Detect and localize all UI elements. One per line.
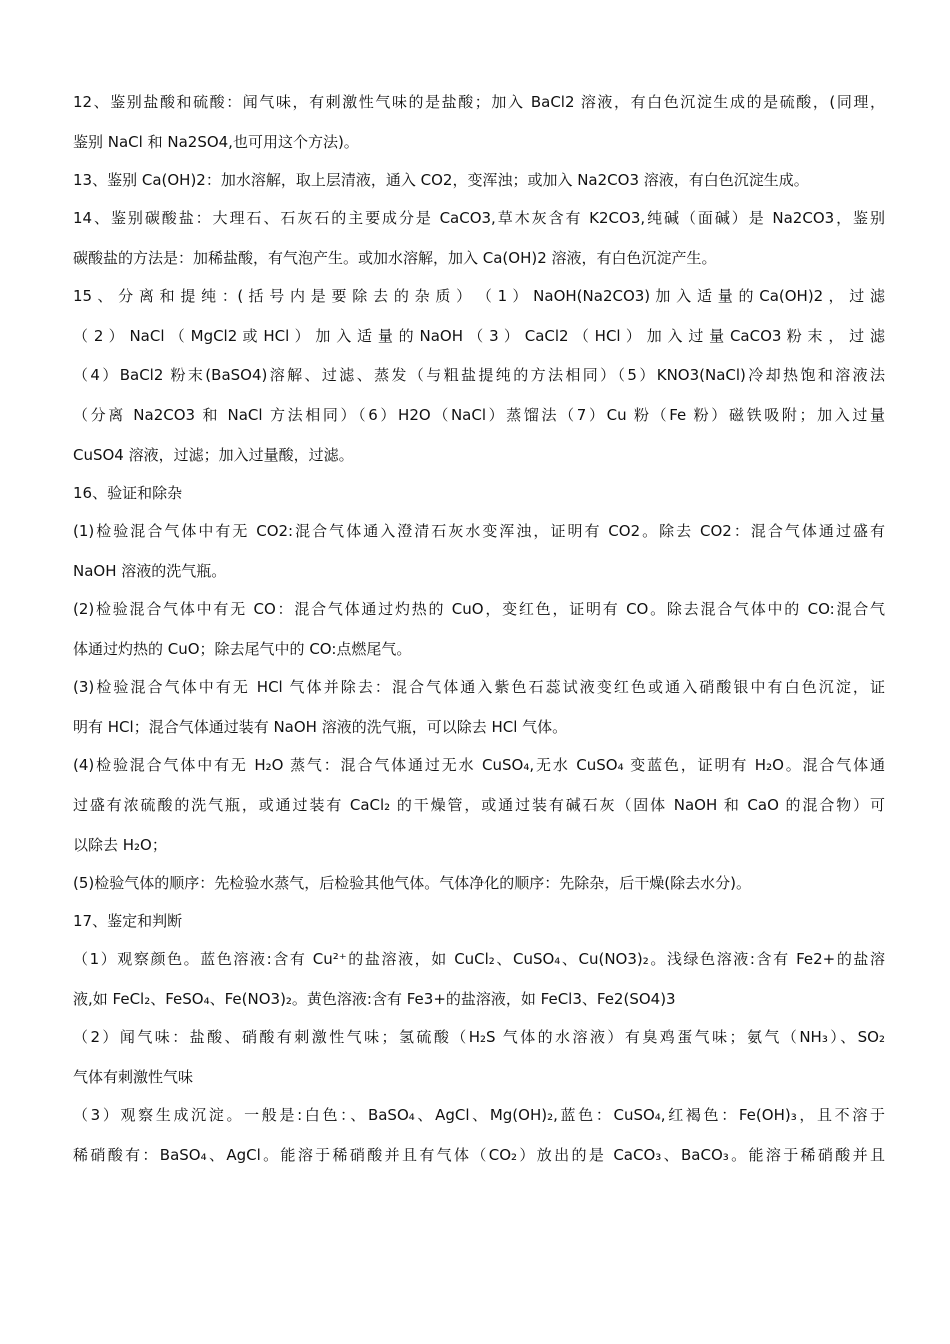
text-line-l22: 17、鉴定和判断 <box>73 912 183 930</box>
text-line-l12: (1)检验混合气体中有无 CO2:混合气体通入澄清石灰水变浑浊，证明有 CO2。除去 CO2：混合气体通过盛有 <box>73 522 885 540</box>
text-line-l26: 气体有刺激性气味 <box>73 1068 194 1086</box>
text-line-l25: （2）闻气味：盐酸、硝酸有刺激性气味；氢硫酸（H₂S 气体的水溶液）有臭鸡蛋气味；氨气（NH₃）、SO₂ <box>73 1028 885 1046</box>
text-line-l07: （ 2 ） NaCl （ MgCl2 或 HCl ） 加 入 适 量 的 NaOH （ 3 ） CaCl2 （ HCl ） 加 入 过 量 CaCO3 粉 末 ， 过 滤 <box>73 327 885 345</box>
text-line-l18: (4)检验混合气体中有无 H₂O 蒸气：混合气体通过无水 CuSO₄,无水 CuSO₄ 变蓝色，证明有 H₂O。混合气体通 <box>73 756 885 774</box>
text-line-l27: （3）观察生成沉淀。一般是:白色：、BaSO₄、AgCl、Mg(OH)₂,蓝色：CuSO₄,红褐色：Fe(OH)₃，且不溶于 <box>73 1106 885 1124</box>
text-line-l24: 液,如 FeCl₂、FeSO₄、Fe(NO3)₂。黄色溶液:含有 Fe3+的盐溶液，如 FeCl3、Fe2(SO4)3 <box>73 990 676 1008</box>
text-line-l17: 明有 HCl；混合气体通过装有 NaOH 溶液的洗气瓶，可以除去 HCl 气体。 <box>73 718 568 736</box>
text-line-l23: （1）观察颜色。蓝色溶液:含有 Cu²⁺的盐溶液，如 CuCl₂、CuSO₄、Cu(NO3)₂。浅绿色溶液:含有 Fe2+的盐溶 <box>73 950 885 968</box>
text-line-l11: 16、验证和除杂 <box>73 484 183 502</box>
text-line-l05: 碳酸盐的方法是：加稀盐酸，有气泡产生。或加水溶解，加入 Ca(OH)2 溶液，有白色沉淀产生。 <box>73 249 717 267</box>
text-line-l01: 12、鉴别盐酸和硫酸：闻气味，有刺激性气味的是盐酸；加入 BaCl2 溶液，有白色沉淀生成的是硫酸，(同理， <box>73 93 885 111</box>
text-line-l09: （分离 Na2CO3 和 NaCl 方法相同）（6）H2O（NaCl）蒸馏法（7）Cu 粉（Fe 粉）磁铁吸附；加入过量 <box>73 406 885 424</box>
text-line-l06: 15 、 分 离 和 提 纯 ：( 括 号 内 是 要 除 去 的 杂 质 ） （ 1 ） NaOH(Na2CO3) 加 入 适 量 的 Ca(OH)2 ， 过 滤 <box>73 287 885 305</box>
text-line-l02: 鉴别 NaCl 和 Na2SO4,也可用这个方法)。 <box>73 133 359 151</box>
text-line-l14: (2)检验混合气体中有无 CO：混合气体通过灼热的 CuO，变红色，证明有 CO。除去混合气体中的 CO:混合气 <box>73 600 885 618</box>
document-page <box>73 92 885 1165</box>
text-line-l15: 体通过灼热的 CuO；除去尾气中的 CO:点燃尾气。 <box>73 640 412 658</box>
text-line-l20: 以除去 H₂O； <box>73 836 167 854</box>
text-line-l13: NaOH 溶液的洗气瓶。 <box>73 562 227 580</box>
text-line-l16: (3)检验混合气体中有无 HCl 气体并除去：混合气体通入紫色石蕊试液变红色或通入硝酸银中有白色沉淀，证 <box>73 678 885 696</box>
text-line-l08: （4）BaCl2 粉末(BaSO4)溶解、过滤、蒸发（与粗盐提纯的方法相同）（5）KNO3(NaCl)冷却热饱和溶液法 <box>73 366 885 384</box>
text-line-l28: 稀硝酸有：BaSO₄、AgCl。能溶于稀硝酸并且有气体（CO₂）放出的是 CaCO₃、BaCO₃。能溶于稀硝酸并且 <box>73 1146 885 1164</box>
text-line-l04: 14、鉴别碳酸盐：大理石、石灰石的主要成分是 CaCO3,草木灰含有 K2CO3,纯碱（面碱）是 Na2CO3，鉴别 <box>73 209 885 227</box>
text-line-l03: 13、鉴别 Ca(OH)2：加水溶解，取上层清液，通入 CO2，变浑浊；或加入 Na2CO3 溶液，有白色沉淀生成。 <box>73 171 809 189</box>
text-line-l21: (5)检验气体的顺序：先检验水蒸气，后检验其他气体。气体净化的顺序：先除杂，后干燥(除去水分)。 <box>73 874 751 892</box>
text-line-l19: 过盛有浓硫酸的洗气瓶，或通过装有 CaCl₂ 的干燥管，或通过装有碱石灰（固体 NaOH 和 CaO 的混合物）可 <box>73 796 885 814</box>
text-line-l10: CuSO4 溶液，过滤；加入过量酸，过滤。 <box>73 446 354 464</box>
